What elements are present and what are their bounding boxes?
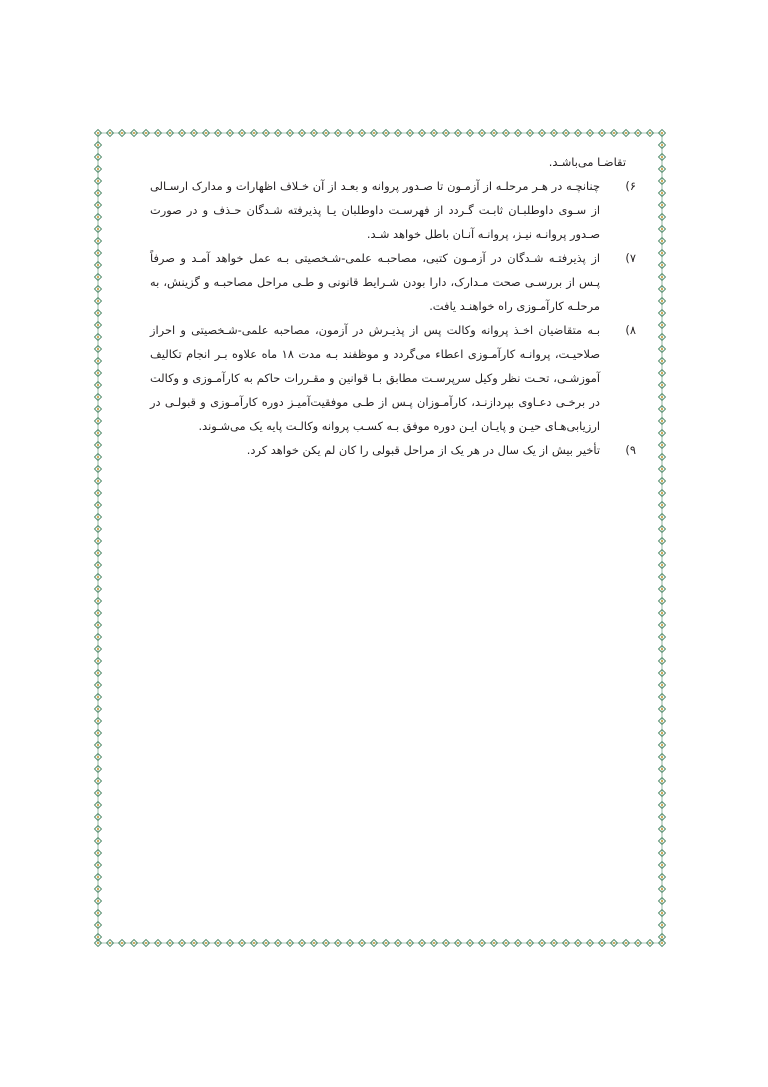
list-item-8 [150, 318, 636, 438]
lead-line: تقاضـا می‌باشـد. [548, 155, 626, 169]
list-item-7 [150, 246, 636, 318]
page-body [150, 150, 636, 462]
item-number: ۷) [625, 251, 636, 265]
list-item-9 [150, 438, 636, 462]
item-text: از پذيرفتـه شـدگان در آزمـون کتبی، مصاحبـه علمی-شـخصيتی بـه عمل خواهد آمـد و صرفاً پـس از بررسـی صحت مـدارک، دارا بودن شـرايط قانونی و طـی مراحل مصاحبـه و گزينش، به مرحلـه کارآمـوزی راه خواهنـد يافت. [150, 251, 600, 313]
item-number: ۸) [625, 323, 636, 337]
item-number: ۹) [625, 443, 636, 457]
item-number: ۶) [625, 179, 636, 193]
item-text: بـه متقاضيان اخـذ پروانه وکالت پس از پذيـرش در آزمون، مصاحبه علمی-شـخصيتی و احراز صلاحيـت، پروانـه کارآمـوزی اعطاء می‌گردد و موظفند بـه مدت ۱۸ ماه علاوه بـر انجام تکاليف آموزشـی، تحـت نظر وکيل سرپرسـت مطابق بـا قوانين و مقـررات حاکم به کارآمـوزی و وکالت در برخـی دعـاوی بپردازنـد، کارآمـوزان پـس از طـی موفقيت‌آميـز دوره کارآمـوزی و قبولـی در ارزيابی‌هـای حيـن و پايـان ايـن دوره موفق بـه کسـب پروانه وکالـت پايه يک می‌شـوند. [150, 323, 600, 433]
list-item-6 [150, 174, 636, 246]
item-text: تأخير بيش از يک سال در هر يک از مراحل قبولی را کان لم يکن خواهد کرد. [246, 443, 600, 457]
item-text: چنانچـه در هـر مرحلـه از آزمـون تا صـدور پروانه و بعـد از آن خـلاف اظهارات و مدارک ارسـالی از سـوی داوطلبـان ثابـت گـردد از فهرسـت داوطلبان يـا پذيرفته شـدگان حـذف و در صورت صـدور پروانـه نيـز، پروانـه آنـان باطل خواهد شـد. [150, 179, 600, 241]
